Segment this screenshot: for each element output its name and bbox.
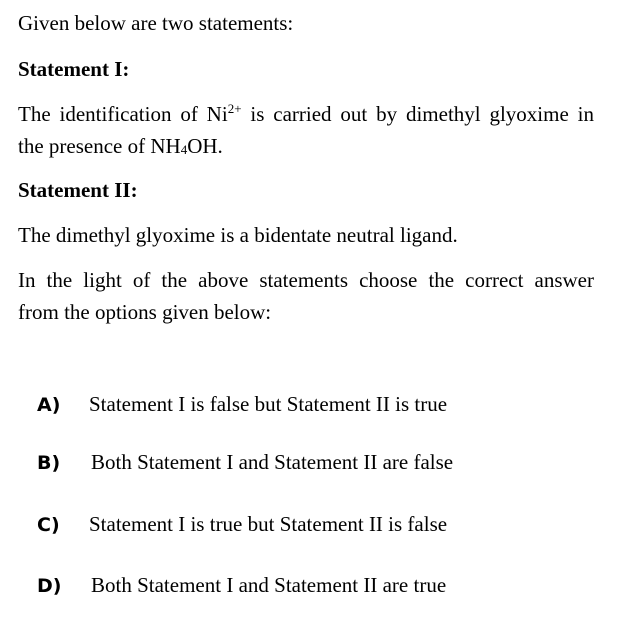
option-a-letter: A) (37, 394, 61, 416)
ammonium-subscript: 4 (180, 142, 188, 157)
option-a-text: Statement I is false but Statement II is true (89, 392, 448, 416)
statement-2-heading: Statement II: (18, 178, 138, 202)
question-line-2: from the options given below: (18, 300, 272, 324)
option-b-letter: B) (37, 452, 61, 474)
option-d-letter: D) (37, 575, 62, 597)
option-c-letter: C) (37, 514, 60, 536)
statement-1-line-2: the presence of $NH_4OH$. (18, 134, 223, 158)
option-a[interactable] (18, 388, 598, 420)
option-b[interactable] (18, 446, 598, 478)
ion-charge-superscript: 2+ (227, 101, 242, 116)
option-d-text: Both Statement I and Statement II are true (91, 573, 447, 597)
option-b-text: Both Statement I and Statement II are false (91, 450, 454, 474)
statement-1-heading: Statement I: (18, 57, 130, 81)
statement-2-text: The dimethyl glyoxime is a bidentate neutral ligand. (18, 223, 458, 247)
intro-text: Given below are two statements: (18, 11, 294, 35)
question-line-1: In the light of the above statements choose the correct answer (18, 268, 594, 292)
option-c-text: Statement I is true but Statement II is false (89, 512, 448, 536)
statement-1-line-1: The identification of $Ni^{2+}$ is carried out by dimethyl glyoxime in (18, 101, 594, 126)
option-d[interactable] (18, 569, 598, 601)
option-c[interactable] (18, 508, 598, 540)
